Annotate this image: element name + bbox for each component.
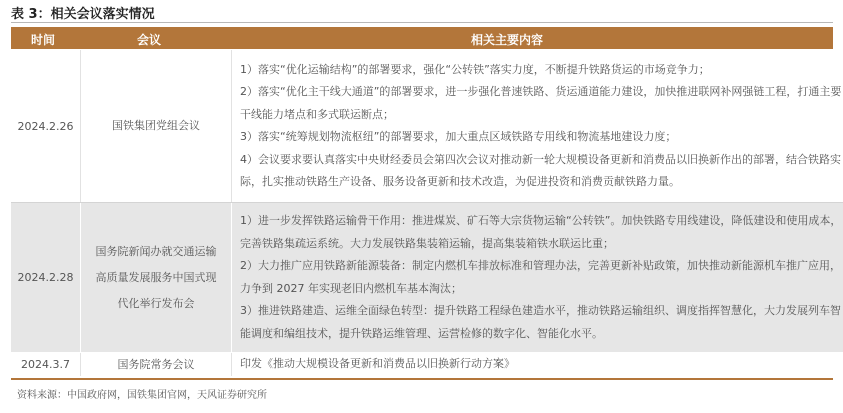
content-item: 1）进一步发挥铁路运输骨干作用：推进煤炭、矿石等大宗货物运输“公转铁”。加快铁路专用线建设，降低建设和使用成本，完善铁路集疏运系统。大力发展铁路集装箱运输，提高集装箱铁水联运比重； (240, 214, 842, 250)
content-item: 1）落实“优化运输结构”的部署要求，强化“公转铁”落实力度，不断提升铁路货运的市场竞争力； (240, 62, 710, 76)
table-row (11, 50, 843, 203)
table-title: 表 3：相关会议落实情况 (11, 7, 155, 22)
content-item: 2）落实“优化主干线大通道”的部署要求，进一步强化普速铁路、货运通道能力建设，加快推进联网补网强链工程，打通主要干线能力堵点和多式联运断点； (240, 85, 842, 121)
content-item: 印发《推动大规模设备更新和消费品以旧换新行动方案》 (240, 357, 515, 371)
content-item: 3）落实“统筹规划物流枢纽”的部署要求，加大重点区域铁路专用线和物流基地建设力度； (240, 130, 677, 143)
table-row (11, 203, 843, 353)
top-rule (11, 22, 833, 23)
row-date: 2024.2.28 (11, 203, 81, 353)
content-item: 4）会议要求要认真落实中央财经委员会第四次会议对推动新一轮大规模设备更新和消费品以旧换新作出的部署，结合铁路实际，扎实推动铁路生产设备、服务设备更新和技术改造，为促进投资和消费贡献铁路力量。 (240, 152, 841, 188)
table-header (11, 27, 833, 49)
row-date: 2024.2.26 (11, 50, 81, 203)
header-date: 时间 (31, 33, 56, 47)
source-note: 资料来源：中国政府网，国铁集团官网，天风证券研究所 (17, 390, 267, 401)
table-row (11, 353, 843, 377)
row-meeting: 国务院新闻办就交通运输高质量发展服务中国式现代化举行发布会 (81, 203, 232, 353)
row-meeting: 国务院常务会议 (81, 353, 232, 377)
meetings-table (11, 50, 843, 376)
header-meeting: 会议 (137, 33, 162, 47)
row-content (232, 50, 843, 203)
row-date: 2024.3.7 (11, 353, 81, 377)
content-item: 3）推进铁路建造、运维全面绿色转型：提升铁路工程绿色建造水平，推动铁路运输组织、调度指挥智慧化，大力发展列车智能调度和编组技术，提升铁路运维管理、运营检修的数字化、智能化水平。 (240, 304, 841, 340)
row-meeting: 国铁集团党组会议 (81, 50, 232, 203)
row-content (232, 203, 843, 353)
content-item: 2）大力推广应用铁路新能源装备：制定内燃机车排放标准和管理办法，完善更新补贴政策，加快推动新能源机车推广应用，力争到 2027 年实现老旧内燃机车基本淘汰； (240, 259, 841, 295)
row-content (232, 353, 843, 377)
bottom-rule (11, 378, 833, 380)
header-content: 相关主要内容 (471, 33, 544, 47)
